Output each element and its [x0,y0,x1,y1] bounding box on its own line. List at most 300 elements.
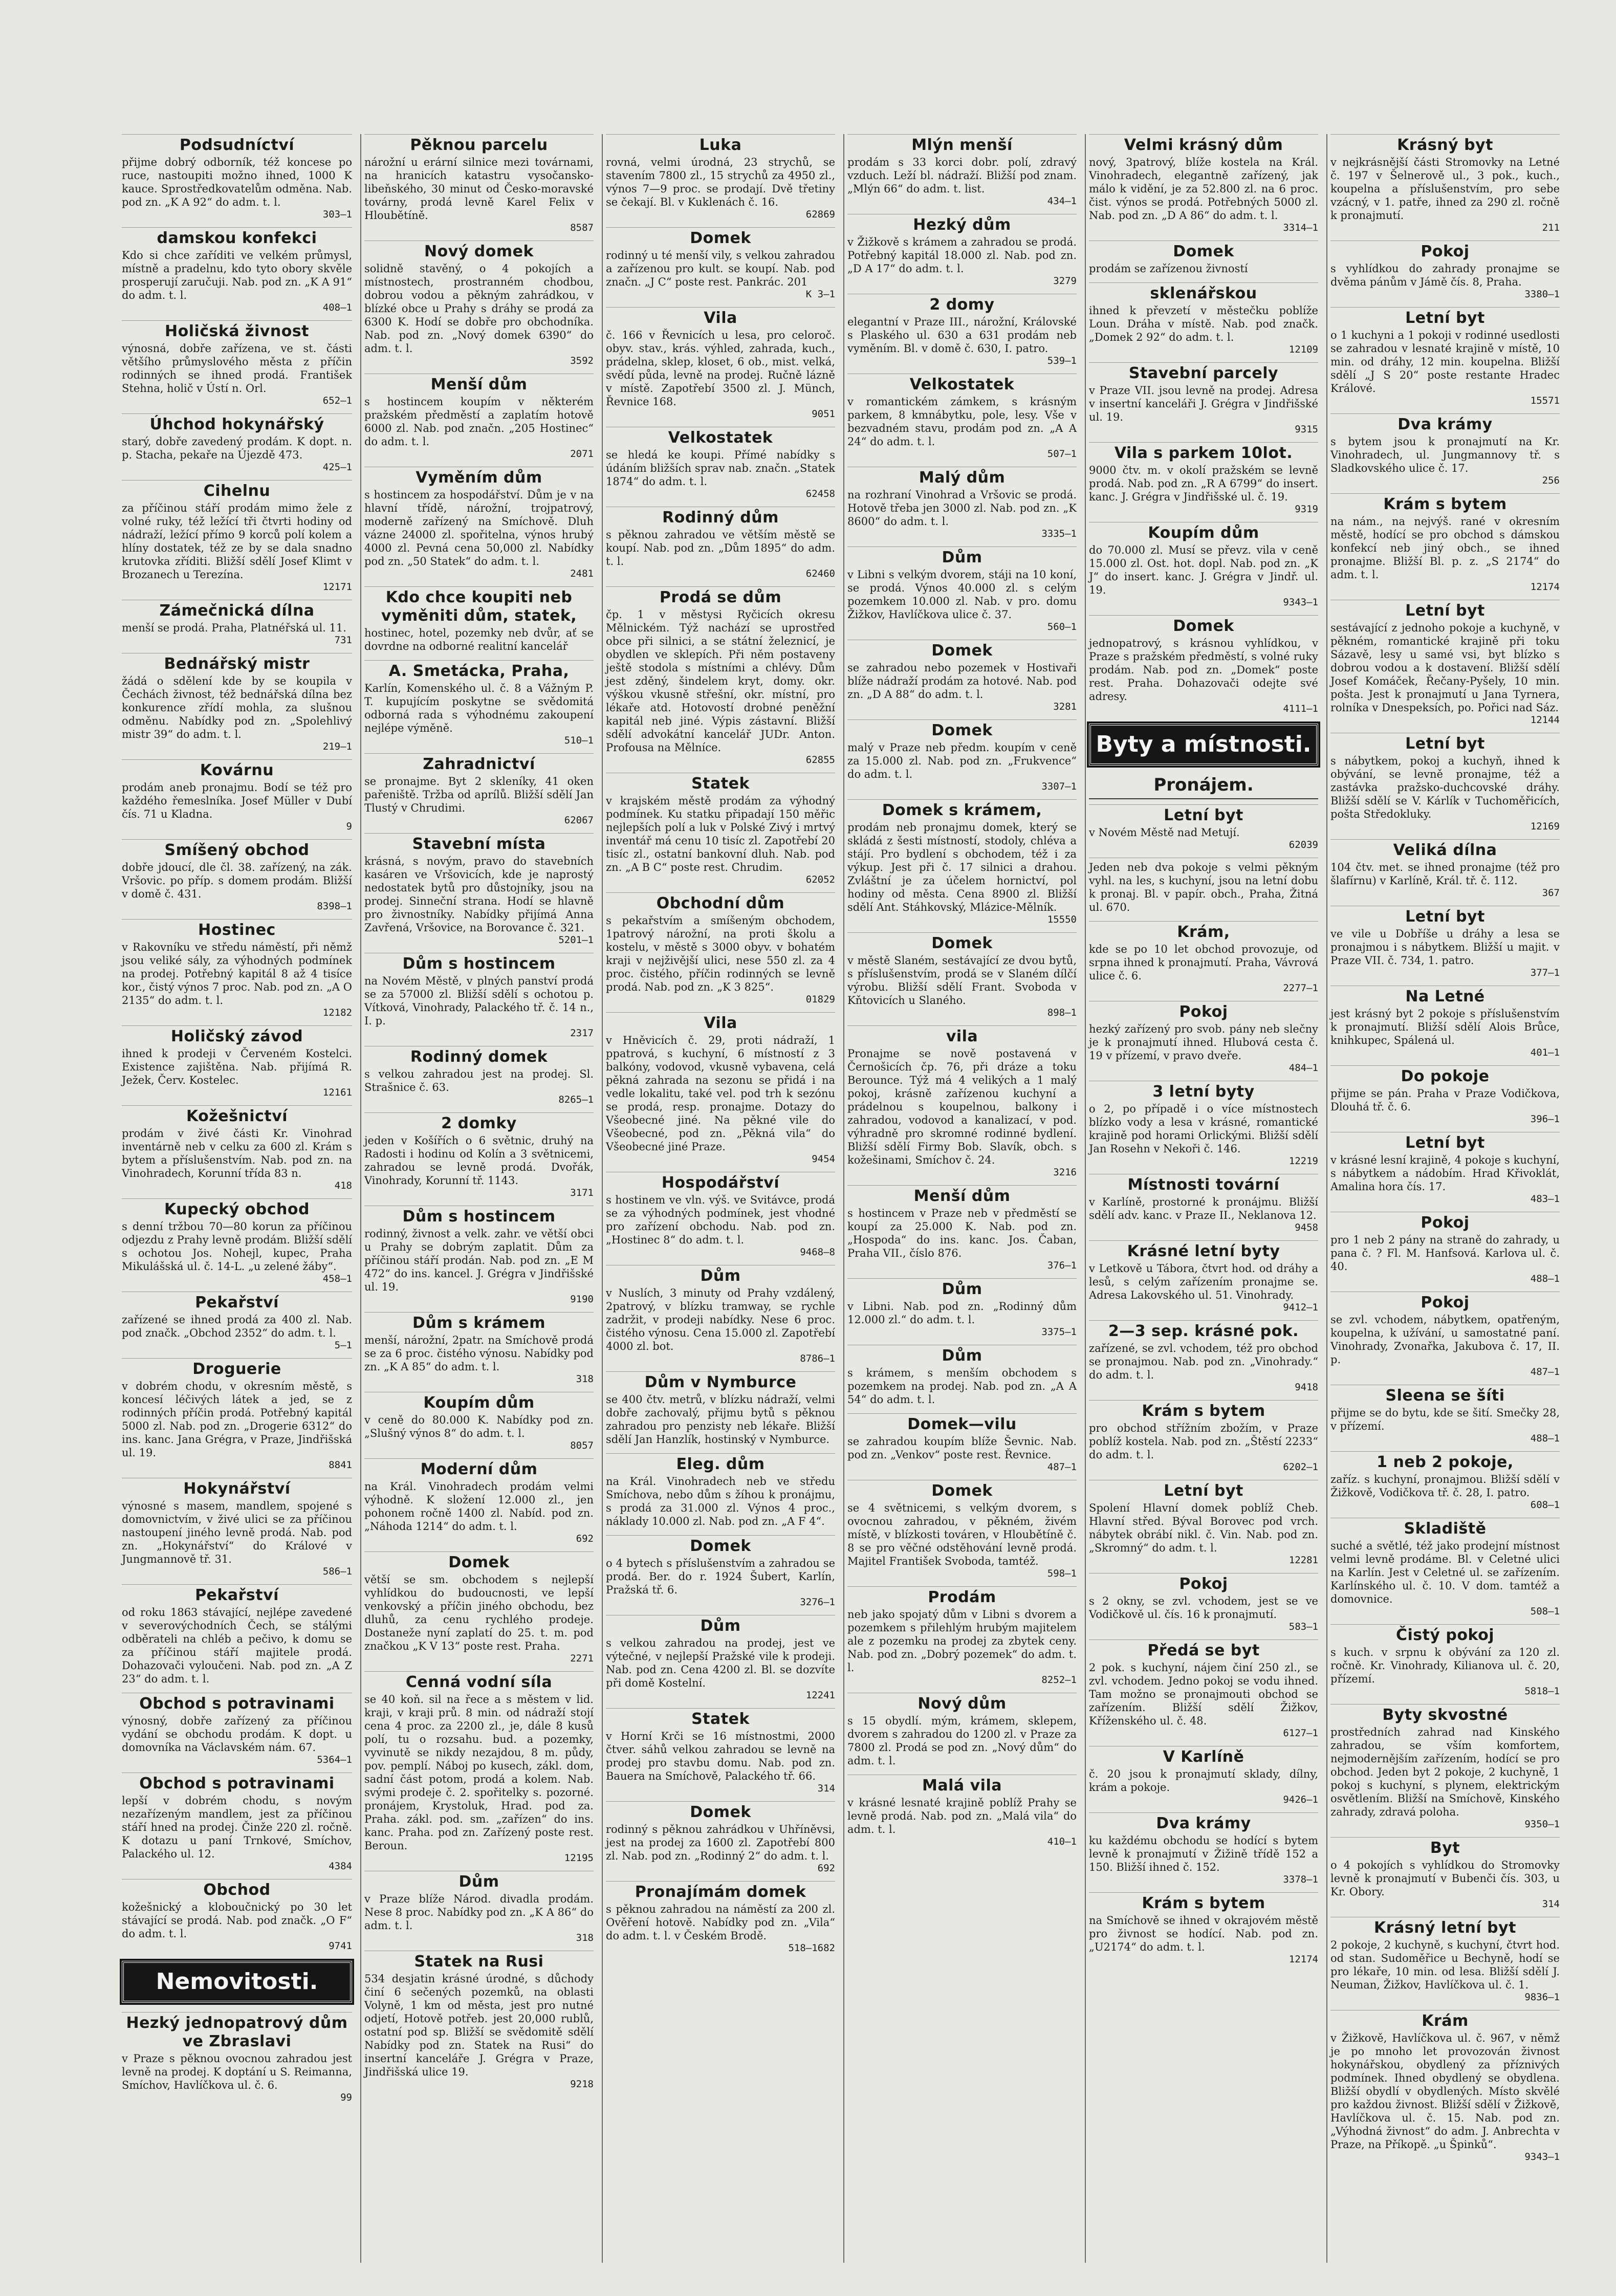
ad-body: Kdo si chce zaříditi ve velkém průmysl, místně a pradelnu, kdo tyto obory skvěle prosperují zaručuji. Nab. pod zn. „K A 91“ do adm. t. l. [122,249,352,301]
ad-heading: Dům s krámem [364,1312,594,1332]
ad-heading: Malý dům [847,467,1077,487]
ad-heading: Letní byt [1330,600,1560,620]
classified-ad [122,1105,352,1191]
ad-heading: Domek [1089,240,1318,261]
ad-heading: Krám [1330,2010,1560,2030]
classified-ad [364,753,594,826]
classified-ad [847,1693,1077,1767]
ad-heading: 2 domky [364,1112,594,1133]
classified-ad [606,1371,835,1446]
classified-ad [606,307,835,420]
ad-body: malý v Praze neb předm. koupím v ceně za 15.000 zl. Nab. pod zn. „Frukvence“ do adm. t. l. [847,741,1077,780]
ad-heading: Domek [606,1801,835,1822]
ad-heading: Malá vila [847,1775,1077,1795]
classified-ad [847,719,1077,792]
classified-ad [122,759,352,832]
section-banner: Pronájem. [1089,775,1318,799]
ad-heading: Smíšený obchod [122,839,352,860]
ad-heading: Moderní dům [364,1458,594,1479]
ad-code: 9051 [812,408,835,420]
ad-code: 539—1 [1047,355,1077,366]
ad-body: čp. 1 v městysi Ryčicích okresu Mělnickém. Týž nachází se uprostřed obce při silnici, a se státní železnicí, je obydlen ve sklepích. Při něm postaveny ještě stodola s místními a chlévy. Dům jest zděný, šindelem kryt, domy. okr. výškou vkusně střešní, okr. místní, pro lékaře atd. Hotovostí drobné peněžní kapitál neb jiné. Výpis zástavní. Bližší sdělí advokátní kancelář JUDr. Anton. Profousa na Mělníce. [606,608,835,754]
ad-code: 9412—1 [1283,1302,1318,1313]
classified-ad [847,1775,1077,1847]
ad-code: 9315 [1295,424,1318,435]
ad-code: 488—1 [1530,1273,1560,1284]
ad-code: 3279 [1053,275,1077,287]
ad-heading: Letní byt [1089,804,1318,825]
ad-heading: Eleg. dům [606,1453,835,1474]
ad-heading: Pronajímám domek [606,1881,835,1901]
ad-body: v krásné lesní krajině, 4 pokoje s kuchyní, s nábytkem a nádobím. Hrad Křivoklát, Amalina hora čís. 17. [1330,1154,1560,1193]
ad-body: v Novém Městě nad Metují. [1089,826,1240,839]
classified-ad [1330,733,1560,832]
ad-heading: Menší dům [847,1185,1077,1206]
ad-body: jednopatrový, s krásnou vyhlídkou, v Praze s pražském předměstí, s volné ruky prodám. Nab. pod zn. „Domek“ poste rest. Praha. Dohazovači odejte své adresy. [1089,637,1318,703]
classified-ad [122,1198,352,1284]
classified-ad [122,1358,352,1471]
classified-ad [847,1185,1077,1271]
ad-code: 9343—1 [1283,597,1318,608]
classified-ad [364,1458,594,1544]
ad-body: o 4 bytech s příslušenstvím a zahradou se prodá. Ber. do r. 1924 Šubert, Karlín, Pražská tř. 6. [606,1557,835,1596]
classified-ad [122,1879,352,1952]
ad-code: 62052 [805,874,835,885]
ad-heading: Koupím dům [1089,522,1318,542]
ad-heading: Dva krámy [1089,1812,1318,1833]
ad-body: zařízené se ihned prodá za 400 zl. Nab. pod značk. „Obchod 2352“ do adm. t. l. [122,1314,352,1339]
ad-body: kde se po 10 let obchod provozuje, od srpna ihned k pronajmutí. Praha, Vávrová ulice č. 6. [1089,943,1318,982]
ad-body: do 70.000 zl. Musí se převz. vila v ceně 15.000 zl. Ost. hot. dopl. Nab. pod zn. „K J“ do insert. kanc. J. Grégra v Jindř. ul. 19. [1089,544,1318,596]
ad-heading: Dům [606,1265,835,1285]
ad-body: jeden v Košířích o 6 světnic, druhý na Radosti i hodinu od Kolín a 3 světnicemi, zahradou se levně prodá. Dvořák, Vinohrady, Korunní tř. 1143. [364,1134,594,1187]
ad-heading: Bednářský mistr [122,653,352,673]
ad-code: 3276—1 [800,1597,835,1608]
ad-body: se zvl. vchodem, nábytkem, opatřeným, koupelna, k užívání, u samostatné paní. Vinohrady, Zvonařka, Jakubova č. 17, II. p. [1330,1314,1560,1366]
ad-body: Jeden neb dva pokoje s velmi pěkným vyhl. na les, s kuchyní, jsou na letní dobu k pronaj. Bl. v papír. obch., Praha, Žitná ul. 670. [1089,861,1318,913]
ad-body: se hledá ke koupi. Přímé nabídky s údáním bližších sprav nab. značn. „Statek 1874“ do adm. t. l. [606,449,835,488]
classified-ad [606,1535,835,1608]
ad-heading: Zámečnická dílna [122,600,352,620]
ad-code: 9 [346,821,352,832]
ad-code: 62855 [805,754,835,766]
ad-body: se 400 čtv. metrů, v blízku nádraží, velmi dobře zachovalý, přijmu bytů s pěknou zahradou pro penzisty neb lékaře. Bližší sdělí Jan Hanzlík, hostinský v Nymburce. [606,1393,835,1446]
classified-ad [847,1413,1077,1473]
classified-ad [122,919,352,1018]
classified-ad [1330,1704,1560,1830]
section-banner: Nemovitosti. [122,1961,352,2003]
ad-body: s hostincem v Praze neb v předměstí se koupí za 25.000 K. Nab. pod zn. „Hospoda“ do ins. kanc. Jos. Čaban, Praha VII., číslo 876. [847,1207,1077,1259]
ad-code: 314 [817,1783,835,1794]
ad-heading: Statek [606,773,835,793]
classified-ad [364,1951,594,2090]
classified-ad [122,839,352,912]
classified-ad [606,1801,835,1874]
ad-body: dobře jdoucí, dle čl. 38. zařízený, na zák. Vršovic. po příp. s domem prodám. Bližší v domě č. 431. [122,861,352,900]
ad-code: 3592 [570,355,594,366]
ad-heading: Velkostatek [606,427,835,447]
ad-body: v romantickém zámkem, s krásným parkem, 8 kmnábytku, pole, lesy. Vše v bezvadném stavu, prodám pod zn. „A A 24“ do adm. t. l. [847,396,1077,448]
ad-code: 12109 [1289,344,1318,355]
classified-ad [364,586,594,653]
ad-body: 104 čtv. met. se ihned pronajme (též pro šlafírnu) v Karlíně, Král. tř. č. 112. [1330,861,1560,887]
ad-heading: Holičská živnost [122,320,352,341]
ad-code: 8265—1 [558,1094,594,1105]
ad-code: 8398—1 [317,901,352,912]
ad-body: rodinný s pěknou zahrádkou v Uhříněvsi, jest na prodej za 1600 zl. Zapotřebí 800 zl. Nab. pod zn. „Rodinný 2“ do adm. t. l. [606,1823,835,1862]
classified-ad [1089,858,1318,914]
ad-body: o 2, po případě i o více místnostech blízko vody a lesa v krásné, romantické krajině pod horami Orlickými. Bližší sdělí Jan Rosehn v Nekoři č. 146. [1089,1103,1318,1155]
classified-ad [1089,1081,1318,1167]
classified-ad [1330,1065,1560,1125]
classified-ad [1089,362,1318,435]
ad-body: s kuch. v srpnu k obývání za 120 zl. ročně. Kr. Vinohrady, Kilianova ul. č. 20, přízemí. [1330,1646,1560,1685]
classified-ad [606,1881,835,1954]
ad-code: 12174 [1530,581,1560,593]
ad-code: 898—1 [1047,1007,1077,1018]
ad-heading: Kupecký obchod [122,1198,352,1219]
ad-code: 9426—1 [1283,1794,1318,1805]
ad-heading: Letní byt [1089,1480,1318,1500]
classified-ad [1330,413,1560,486]
ad-body: s hostincem koupím v některém pražském předměstí a zaplatím hotově 6000 zl. Nab. pod značn. „205 Hostinec“ do adm. t. l. [364,396,594,448]
ad-heading: Kovárnu [122,759,352,780]
classified-ad [122,480,352,593]
ad-body: s hostinem ve vln. výš. ve Svitávce, prodá se za výhodných podmínek, jest vhodné pro zařízení obchodu. Nab. pod zn. „Hostinec 8“ do adm. t. l. [606,1194,835,1246]
ad-body: zaříz. s kuchyní, pronajmou. Bližší sdělí v Žižkově, Vodičkova tř. č. 28, I. patro. [1330,1473,1560,1499]
ad-heading: Hokynářství [122,1478,352,1498]
ad-body: v Žižkově s krámem a zahradou se prodá. Potřebný kapitál 18.000 zl. Nab. pod zn. „D A 17“ do adm. t. l. [847,236,1077,275]
ad-body: za příčinou stáří prodám mimo žele z volné ruky, též ležící tři čtvrti hodiny od nádraží, ležící přímo 9 korců polí kolem a hlíny dostatek, též ze by se dala snadno krutovka zříditi. Bližší sdělí Josef Klimt v Brozanech u Terezína. [122,502,352,581]
ad-code: 4384 [329,1861,352,1872]
classified-ad [364,1392,594,1451]
ad-code: 377—1 [1530,967,1560,978]
ad-heading: 1 neb 2 pokoje, [1330,1451,1560,1472]
ad-code: 425—1 [322,462,352,473]
ad-code: 3171 [570,1187,594,1198]
ad-body: ku každému obchodu se hodící s bytem levně k pronajmutí v Žižině třídě 152 a 150. Bližší ihned č. 152. [1089,1834,1318,1873]
ad-body: výnosné s masem, mandlem, spojené s domovnictvím, v živé ulici se za příčinou nastoupení jiného levně prodá. Nab. pod zn. „Hokynářství“ do Králové v Jungmannově tř. 31. [122,1500,352,1565]
ad-body: v Libni. Nab. pod zn. „Rodinný dům 12.000 zl.“ do adm. t. l. [847,1300,1077,1326]
ad-code: 62460 [805,568,835,579]
ad-body: s velkou zahradou jest na prodej. Sl. Strašnice č. 63. [364,1068,594,1094]
ad-heading: Rodinný domek [364,1046,594,1066]
ad-heading: Obchod [122,1879,352,1899]
ad-heading: Byty skvostné [1330,1704,1560,1724]
ad-heading: Hezký dům [847,214,1077,234]
classified-ad [606,586,835,766]
ad-heading: Předá se byt [1089,1639,1318,1660]
classified-ad [1330,493,1560,593]
classified-ad [606,134,835,220]
ad-heading: Letní byt [1330,733,1560,753]
ad-heading: Menší dům [364,374,594,394]
ad-heading: Byt [1330,1837,1560,1857]
ad-code: 2271 [570,1653,594,1664]
ad-heading: Hospodářství [606,1172,835,1192]
ad-heading: Krám s bytem [1330,493,1560,514]
ad-code: 12144 [1530,714,1560,726]
ad-body: 2 pokoje, 2 kuchyně, s kuchyní, čtvrt hod. od stan. Sudoměřice u Bechyně, hodí se pro lékaře, 10 min. od lesa. Bližší sdělí J. Neuman, Žižkov, Havlíčkova ul. č. 1. [1330,1939,1560,1991]
classified-ad [1330,1212,1560,1284]
ad-heading: Dům [847,546,1077,567]
ad-body: v Rakovníku ve středu náměstí, při němž jsou veliké sály, za výhodných podmínek na prodej. Potřebný kapitál 8 až 4 tisíce kor., čistý výnos 7 proc. Nab. pod zn. „A O 2135“ do adm. t. l. [122,941,352,1007]
ad-heading: Domek [606,1535,835,1556]
ad-body: výnosná, dobře zařízena, ve st. části většího průmyslového města z příčin rodinných se ihned prodá. František Stehna, holič v Ústí n. Orl. [122,342,352,395]
ad-code: 483—1 [1530,1193,1560,1205]
ad-body: v nejkrásnější části Stromovky na Letné č. 197 v Šelnerově ul., 3 pok., kuch., koupelna a příslušenstvím, pro sebe vzácný, v 1. patře, ihned za 290 zl. ročně k pronajmutí. [1330,156,1560,222]
ad-code: 318 [576,1373,594,1385]
ad-code: 12281 [1289,1555,1318,1566]
classified-ad [1330,1518,1560,1617]
classified-ad [1089,1892,1318,1965]
classified-ad [364,1112,594,1198]
ad-code: 418 [334,1180,352,1191]
classified-ad [606,1012,835,1165]
classified-ad [1089,1400,1318,1473]
classified-ad [606,892,835,1005]
ad-heading: Zahradnictví [364,753,594,774]
ad-heading: Domek [847,1480,1077,1500]
classified-ad [847,546,1077,632]
ad-heading: Krám s bytem [1089,1892,1318,1913]
classified-ad [606,507,835,579]
classified-ad [1330,1385,1560,1444]
ad-body: se 40 koň. sil na řece a s městem v lid. kraji, v kraji prů. 8 min. od nádraží stojí cena 4 proc. za 2200 zl., je, dále 8 kusů polí, tu o rozsahu. bud. a pozemky, vyvinutě se nikdy nezajdou, 8 m. půdy, pov. pemplí. Náboj po kusech, zákl. dom, sadní část potom, prodá a kolem. Nab. svými prodeje č. 2. spořitelky s. pozorné. pronájem, Krystoluk, Hrad. pod za. Praha. zákl. pod. sm. „zařízen“ do ins. kanc. Praha. pod zn. Zařízený poste rest. Beroun. [364,1693,594,1852]
classified-ad [1089,1001,1318,1074]
column-2 [360,134,597,2263]
ad-heading: Čistý pokoj [1330,1624,1560,1645]
ad-heading: Pěknou parcelu [364,134,594,155]
classified-ad [364,1312,594,1385]
ad-heading: Cihelnu [122,480,352,500]
ad-code: 408—1 [322,302,352,313]
classified-ad [364,374,594,460]
classified-ad [606,1708,835,1794]
ad-heading: 3 letní byty [1089,1081,1318,1101]
classified-ad [122,1693,352,1765]
ad-body: v Karlíně, prostorné k pronájmu. Bližší sdělí adv. kanc. v Praze II., Neklanova 12. [1089,1196,1318,1221]
ad-heading: Pekařství [122,1292,352,1312]
ad-heading: Obchodní dům [606,892,835,913]
ad-body: větší se sm. obchodem s nejlepší vyhlídkou do budoucnosti, ve lepší venkovský a příčin jiného obchodu, bez dluhů, za cenu rychlého prodeje. Dostaneže nyní zaplatí do 25. t. m. pod značkou „K V 13“ poste rest. Praha. [364,1573,594,1652]
ad-code: 8841 [329,1459,352,1471]
ad-body: se zahradou nebo pozemek v Hostivaři blíže nádraží prodám za hotové. Nab. pod zn. „D A 88“ do adm. t. l. [847,662,1077,701]
classified-ad [847,214,1077,287]
ad-code: 15571 [1530,395,1560,406]
ad-body: v Hněvicích č. 29, proti nádraží, 1 ppatrová, s kuchyní, 6 místností z 3 balkóny, vodovod, vkusně vybavena, celá pěkná zahrada na sezonu se přidá i na vedle lokalitu, také vel. pod trh k sezónu se prodá, resp. pronajme. Dotazy do Všeobecné jiné. Na pěkné vile do Všeobecné, pod zn. „Pěkná vila“ do Všeobecné jiné Praze. [606,1034,835,1153]
ad-code: 5201—1 [558,934,594,946]
classified-page [119,134,1563,2263]
ad-code: 508—1 [1530,1606,1560,1617]
ad-body: prostředních zahrad nad Kinského zahradou, se vším komfortem, nejmodernějším zařízením, hodící se pro obchod. Jeden byt 2 pokoje, 2 kuchyně, 1 pokoj s kuchyní, s plynem, elektrickým osvětlením. Bližší na Smíchově, Kinského zahrady, zdravá poloha. [1330,1726,1560,1818]
classified-ad [364,1551,594,1664]
ad-code: 3314—1 [1283,222,1318,233]
ad-heading: Pokoj [1330,1212,1560,1232]
ad-heading: Letní byt [1330,906,1560,926]
ad-heading: Domek [606,227,835,248]
ad-body: rovná, velmi úrodná, 23 strychů, se stavením 7800 zl., 15 strychů za 4950 zl., výnos 7—9 proc. se prodají. Dvě třetiny se čekají. Bl. v Kuklenách č. 16. [606,156,835,208]
ad-body: v Žižkově, Havlíčkova ul. č. 967, v němž je po mnoho let provozován živnost hokynářskou, obydlený za příznivých podmínek. Ihned obydlený se obydlena. Bližší obydlí v obydlených. Místo skvělé pro každou živnost. Bližší sdělí v Žižkově, Havlíčkova ul. č. 15. Nab. pod zn. „Výhodná živnost“ do adm. J. Anbrechta v Praze, na Příkopě. „u Špinků“. [1330,2032,1560,2151]
ad-code: 401—1 [1530,1047,1560,1058]
classified-ad [1089,134,1318,233]
ad-code: 2071 [570,448,594,460]
classified-ad [606,427,835,499]
ad-code: 12182 [322,1007,352,1018]
ad-heading: Krám, [1089,921,1318,942]
ad-code: 12169 [1530,821,1560,832]
classified-ad [122,320,352,406]
ad-code: 9454 [812,1153,835,1165]
ad-heading: Domek [847,640,1077,660]
ad-code: 9350—1 [1524,1819,1560,1830]
ad-body: se 4 světnicemi, s velkým dvorem, s ovocnou zahradou, v pěkném, živém místě, v blízkosti továren, v Hloubětíně č. 8 se pro věčné odstěhování levně prodá. Majitel František Svoboda, tamtéž. [847,1502,1077,1567]
ad-heading: Veliká dílna [1330,839,1560,860]
ad-code: 692 [576,1533,594,1544]
ad-body: žádá o sdělení kde by se koupila v Čechách živnost, též bednářská dílna bez konkurence zřídí mohla, za slušnou odměnu. Nabídky pod zn. „Spolehlivý mistr 39“ do adm. t. l. [122,675,352,740]
ad-code: 9418 [1295,1382,1318,1393]
ad-code: 3335—1 [1041,528,1077,539]
ad-body: výnosný, dobře zařízený za příčinou vydání se obchodu prodám. K dopt. u domovníka na Václavském nám. 67. [122,1715,352,1754]
ad-code: 560—1 [1047,621,1077,632]
classified-ad [1330,240,1560,300]
ad-body: na nám., na nejvýš. rané v okresním městě, hodící se pro obchod s dámskou konfekcí neb jiný obch., se ihned pronajme. Bližší Bl. p. z. „S 2174“ do adm. t. l. [1330,515,1560,581]
column-3 [602,134,838,2263]
ad-code: 9319 [1295,504,1318,515]
ad-code: 484—1 [1289,1062,1318,1074]
ad-heading: Kdo chce koupiti neb vyměniti dům, statek, [364,586,594,625]
ad-code: 8252—1 [1041,1674,1077,1686]
ad-body: hezký zařízený pro svob. pány neb slečny je k pronajmutí ihned. Hlubová cesta č. 19 v přízemí, v pravo dveře. [1089,1023,1318,1062]
ad-code: 12161 [322,1087,352,1098]
ad-body: prodám s 33 korci dobr. polí, zdravý vzduch. Leží bl. nádraží. Bližší pod znam. „Mlýn 66“ do adm. t. list. [847,156,1077,195]
ad-heading: Domek [364,1551,594,1572]
classified-ad [1330,906,1560,978]
classified-ad [122,1292,352,1351]
classified-ad [1089,1812,1318,1885]
ad-code: 507—1 [1047,448,1077,460]
ad-heading: Nový dům [847,1693,1077,1713]
ad-body: přijme dobrý odborník, též koncese po ruce, nastoupiti možno ihned, 1000 K kauce. Sprostředkovatelům odměna. Nab. pod zn. „K A 92“ do adm. t. l. [122,156,352,208]
ad-heading: Krásný letní byt [1330,1917,1560,1937]
ad-heading: Vila [606,1012,835,1033]
ad-heading: Mlýn menší [847,134,1077,155]
classified-ad [847,1278,1077,1338]
classified-ad [122,653,352,752]
ad-body: č. 20 jsou k pronajmutí sklady, dílny, krám a pokoje. [1089,1768,1318,1794]
ad-heading: Pokoj [1089,1001,1318,1021]
ad-code: 99 [340,2092,352,2103]
ad-code: 219—1 [322,741,352,752]
ad-heading: Vyměním dům [364,467,594,487]
ad-body: s hostincem za hospodářství. Dům je v na hlavní třídě, nárožní, trojpatrový, moderně zařízený na Smíchově. Dluh vázne 24000 zl. spořitelna, výnos hrubý 4000 zl. Pevná cena 50,000 zl. Nabídky pod zn. „50 Statek“ do adm. t. l. [364,489,594,567]
ad-code: 487—1 [1530,1366,1560,1377]
ad-heading: Hostinec [122,919,352,939]
ad-heading: Obchod s potravinami [122,1693,352,1713]
ad-body: v Libni s velkým dvorem, stáji na 10 koní, se prodá. Výnos 40.000 zl. s celým pozemkem 10.000 zl. Nab. v pro. domu Žižkov, Havlíčkova ulice č. 37. [847,568,1077,621]
ad-heading: Cenná vodní síla [364,1671,594,1692]
ad-code: 2481 [570,568,594,579]
ad-code: 3378—1 [1283,1874,1318,1885]
ad-heading: Stavební parcely [1089,362,1318,383]
ad-code: 410—1 [1047,1836,1077,1847]
ad-heading: Domek—vilu [847,1413,1077,1434]
ad-heading: Sleena se šíti [1330,1385,1560,1405]
ad-code: 62067 [564,815,594,826]
ad-code: 12171 [322,581,352,593]
ad-body: na Král. Vinohradech neb ve středu Smíchova, nebo dům s žíhou k pronájmu, s prodá za 31.000 zl. Výnos 4 proc., náklady 10.000 zl. Nab. pod zn. „A F 4“. [606,1475,835,1527]
ad-body: nárožní u erární silnice mezi továrnami, na hranicích katastru vysočansko-libeňského, 30 minut od Česko-moravské továrny, prodá levně Karel Felix v Hloubětíně. [364,156,594,222]
classified-ad [606,1265,835,1364]
ad-heading: Na Letné [1330,986,1560,1006]
ad-body: prodám aneb pronajmu. Bodí se též pro každého řemeslníka. Josef Müller v Dubí čís. 71 u Kladna. [122,781,352,820]
classified-ad [847,374,1077,460]
ad-heading: Pokoj [1330,240,1560,261]
ad-code: 396—1 [1530,1113,1560,1125]
ad-code: 3307—1 [1041,781,1077,792]
ad-code: 3380—1 [1524,289,1560,300]
classified-ad [606,1453,835,1528]
ad-heading: Vila s parkem 10lot. [1089,442,1318,463]
classified-ad [1089,804,1318,850]
ad-body: s nábytkem, pokoj a kuchyň, ihned k obývání, se levně pronajme, též a zastávka pražsko-duchcovské dráhy. Bližší sdělí se V. Kárlík v Tuchoměřicích, pošta Středokluky. [1330,755,1560,820]
ad-heading: Do pokoje [1330,1065,1560,1086]
ad-heading: Pekařství [122,1584,352,1605]
ad-heading: Letní byt [1330,307,1560,327]
ad-code: 6202—1 [1283,1461,1318,1473]
ad-body: rodinný u té menší vily, s velkou zahradou a zařízenou pro kult. se koupí. Nab. pod značn. „J C“ poste rest. Pankrác. 201 [606,249,835,288]
classified-ad [1089,921,1318,994]
ad-code: 62458 [805,488,835,499]
ad-body: Karlín, Komenského ul. č. 8 a Vážným P. T. kupujícím poskytne se svědomitá odborná rada s výhodnému zakoupení nejlépe výměně. [364,682,594,734]
ad-body: menší se prodá. Praha, Platnéřská ul. 11. [122,622,346,634]
ad-heading: 2—3 sep. krásné pok. [1089,1320,1318,1341]
ad-code: 3216 [1053,1167,1077,1178]
classified-ad [364,1871,594,1943]
ad-code: 8786—1 [800,1353,835,1364]
ad-code: 12241 [805,1690,835,1701]
ad-body: starý, dobře zavedený prodám. K dopt. n. p. Stacha, pekaře na Újezdě 473. [122,435,352,461]
ad-heading: Podsudníctví [122,134,352,155]
ad-heading: Nový domek [364,240,594,261]
classified-ad [1089,1480,1318,1566]
column-1 [119,134,355,2263]
ad-code: 9741 [329,1940,352,1952]
ad-body: s vyhlídkou do zahrady pronajme se dvěma pánům v Jámě čís. 8, Praha. [1330,263,1560,288]
ad-body: č. 166 v Řevnicích u lesa, pro celoroč. obyv. stav., krás. výhled, zahrada, kuch., prádelna, sklep, kloset, 6 ob., mist. velká, svědí půda, levně na prodej. Ručně lázně v místě. Zapotřebí 3500 zl. J. Münch, Řevnice 168. [606,329,835,408]
ad-body: na Smíchově se ihned v okrajovém městě pro živnost se hodící. Nab. pod zn. „U2174“ do adm. t. l. [1089,1914,1318,1953]
ad-code: 8057 [570,1440,594,1451]
classified-ad [847,1586,1077,1686]
ad-body: v Praze blíže Národ. divadla prodám. Nese 8 proc. Nabídky pod zn. „K A 86“ do adm. t. l. [364,1893,594,1932]
ad-code: 3375—1 [1041,1326,1077,1338]
ad-body: v Praze VII. jsou levně na prodej. Adresa v insertní kanceláři J. Grégra v Jindřišské ul. 19. [1089,384,1318,423]
ad-heading: vila [847,1025,1077,1046]
ad-heading: Letní byt [1330,1132,1560,1152]
ad-heading: 2 domy [847,294,1077,314]
classified-ad [606,773,835,885]
column-4 [843,134,1080,2263]
ad-body: v krajském městě prodám za výhodný podmínek. Ku statku připadají 150 měřic nejlepších polí a luk v Polské Zivý i mrtvý inventář má cenu 10 tisíc zl. Zapotřebí 20 tisíc zl., ostatní bankovní dluh. Nab. pod zn. „A B C“ poste rest. Chrudim. [606,795,835,873]
ad-body: přijme se pán. Praha v Praze Vodičkova, Dlouhá tř. č. 6. [1330,1087,1560,1113]
ad-code: 3281 [1053,701,1077,712]
section-banner: Byty a místnosti. [1089,724,1318,766]
classified-ad [847,1480,1077,1579]
ad-heading: Domek s krámem, [847,799,1077,820]
ad-heading: Dům [364,1871,594,1891]
ad-code: 211 [1542,222,1560,233]
classified-ad [1330,600,1560,726]
